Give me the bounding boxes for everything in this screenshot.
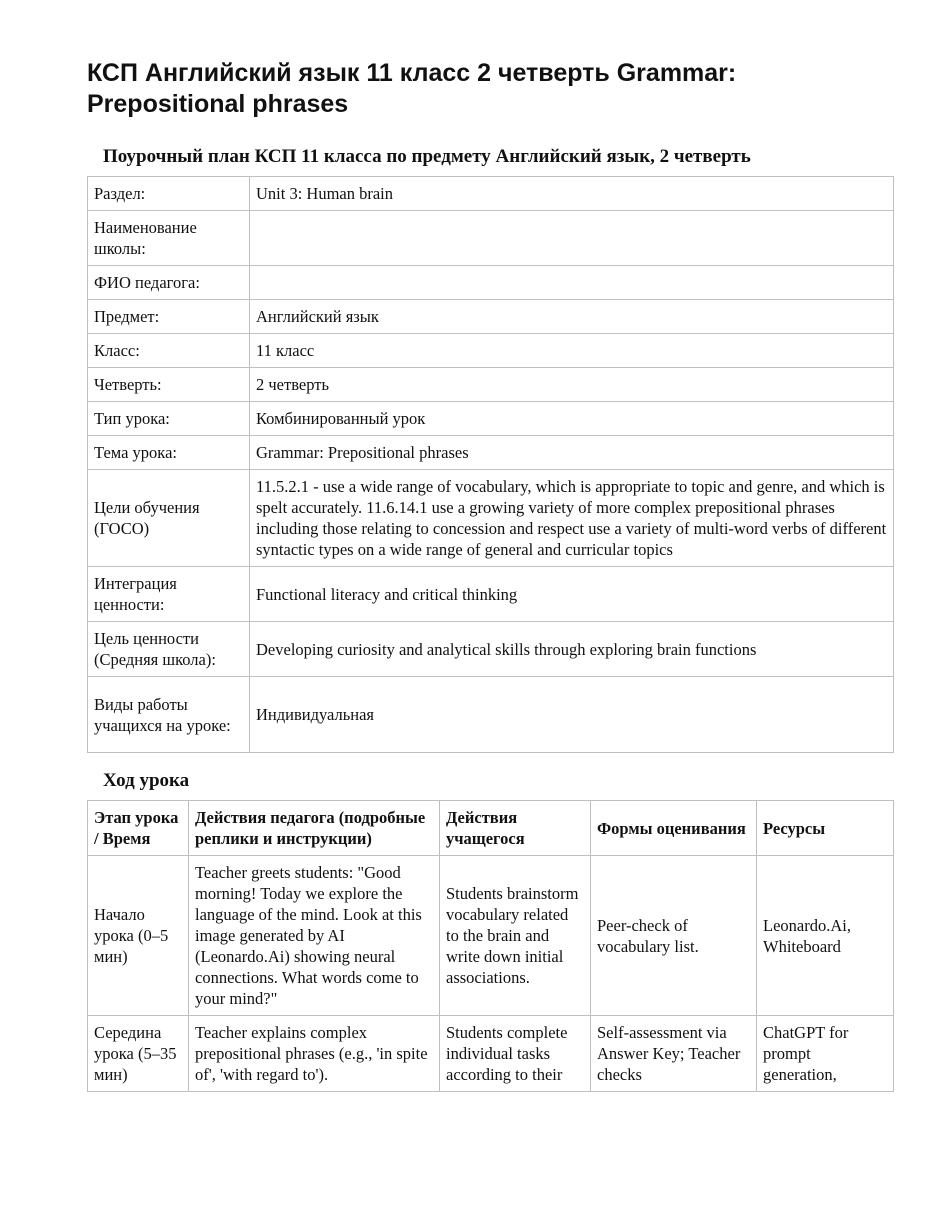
column-header: Действия учащегося xyxy=(440,801,591,856)
resources-cell: Leonardo.Ai, Whiteboard xyxy=(757,856,894,1016)
info-label: Цели обучения (ГОСО) xyxy=(88,470,250,567)
table-row xyxy=(88,567,894,622)
info-value xyxy=(250,266,894,300)
column-header: Формы оценивания xyxy=(591,801,757,856)
table-row xyxy=(88,177,894,211)
lesson-course-table xyxy=(87,800,894,1092)
info-value: Английский язык xyxy=(250,300,894,334)
info-label: Тип урока: xyxy=(88,402,250,436)
info-value: Developing curiosity and analytical skills through exploring brain functions xyxy=(250,622,894,677)
document-page xyxy=(87,58,893,1092)
info-label: Тема урока: xyxy=(88,436,250,470)
info-label: Цель ценности (Средняя школа): xyxy=(88,622,250,677)
info-value: 11 класс xyxy=(250,334,894,368)
table-header-row xyxy=(88,801,894,856)
table-row xyxy=(88,436,894,470)
info-value xyxy=(250,211,894,266)
info-label: Наименование школы: xyxy=(88,211,250,266)
table-row xyxy=(88,334,894,368)
info-value: Unit 3: Human brain xyxy=(250,177,894,211)
table-row xyxy=(88,856,894,1016)
column-header: Этап урока / Время xyxy=(88,801,189,856)
assessment-cell: Self-assessment via Answer Key; Teacher checks xyxy=(591,1016,757,1092)
info-label: Предмет: xyxy=(88,300,250,334)
table-row xyxy=(88,368,894,402)
assessment-cell: Peer-check of vocabulary list. xyxy=(591,856,757,1016)
course-heading: Ход урока xyxy=(103,770,190,791)
plan-heading: Поурочный план КСП 11 класса по предмету Английский язык, 2 четверть xyxy=(103,146,751,167)
column-header: Действия педагога (подробные реплики и инструкции) xyxy=(189,801,440,856)
info-value: 11.5.2.1 - use a wide range of vocabulary, which is appropriate to topic and genre, and which is spelt accurately. 11.6.14.1 use a growing variety of more complex prepositional phrases including those relating to concession and respect use a variety of multi-word verbs of different syntactic types on a wide range of general and curricular topics xyxy=(250,470,894,567)
info-label: Раздел: xyxy=(88,177,250,211)
info-label: Класс: xyxy=(88,334,250,368)
stage-cell: Середина урока (5–35 мин) xyxy=(88,1016,189,1092)
info-label: Интеграция ценности: xyxy=(88,567,250,622)
table-row xyxy=(88,677,894,753)
info-label: Четверть: xyxy=(88,368,250,402)
stage-cell: Начало урока (0–5 мин) xyxy=(88,856,189,1016)
info-label: Виды работы учащихся на уроке: xyxy=(88,677,250,753)
table-row xyxy=(88,470,894,567)
lesson-info-table xyxy=(87,176,894,753)
teacher-actions-cell: Teacher explains complex prepositional phrases (e.g., 'in spite of', 'with regard to'). xyxy=(189,1016,440,1092)
table-row xyxy=(88,300,894,334)
info-value: Grammar: Prepositional phrases xyxy=(250,436,894,470)
table-row xyxy=(88,622,894,677)
info-label: ФИО педагога: xyxy=(88,266,250,300)
document-title: КСП Английский язык 11 класс 2 четверть Grammar: Prepositional phrases xyxy=(87,59,737,118)
resources-cell: ChatGPT for prompt generation, xyxy=(757,1016,894,1092)
table-row xyxy=(88,402,894,436)
info-value: Индивидуальная xyxy=(250,677,894,753)
table-row xyxy=(88,266,894,300)
student-actions-cell: Students brainstorm vocabulary related to the brain and write down initial associations. xyxy=(440,856,591,1016)
info-value: Functional literacy and critical thinking xyxy=(250,567,894,622)
info-value: 2 четверть xyxy=(250,368,894,402)
column-header: Ресурсы xyxy=(757,801,894,856)
teacher-actions-cell: Teacher greets students: "Good morning! Today we explore the language of the mind. Look at this image generated by AI (Leonardo.Ai) showing neural connections. What words come to your mind?" xyxy=(189,856,440,1016)
info-value: Комбинированный урок xyxy=(250,402,894,436)
table-row xyxy=(88,211,894,266)
student-actions-cell: Students complete individual tasks according to their xyxy=(440,1016,591,1092)
table-row xyxy=(88,1016,894,1092)
